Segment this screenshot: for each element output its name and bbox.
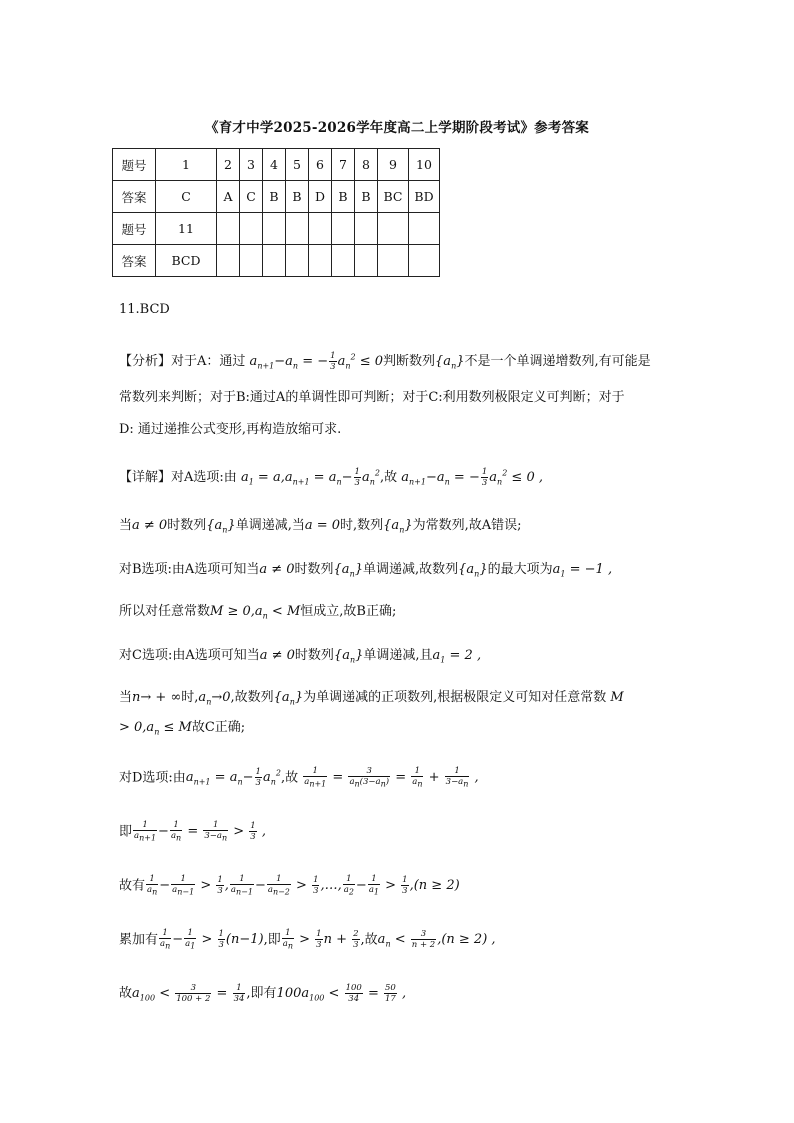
formula: $a_n\to 0$	[198, 690, 231, 707]
detail-line-8	[119, 766, 479, 790]
table-cell	[409, 245, 440, 277]
formula: $a_1 = 2$ ,	[432, 648, 482, 665]
text: 时,	[181, 690, 199, 705]
analysis-line-3: D: 通过递推公式变形,再构造放缩可求.	[119, 422, 342, 437]
text: 故C正确;	[191, 720, 246, 735]
table-cell: BCD	[156, 245, 217, 277]
table-cell: B	[332, 181, 355, 213]
detail-tag: 【详解】	[119, 470, 172, 485]
table-cell: B	[355, 181, 378, 213]
formula: $\frac{1}{a_n}$ − $\frac{1}{a_{n-1}}$ > $\frac{1}{3}$ , $\frac{1}{a_{n-1}}$ − $\frac{1}{a_{n-2}}$ > $\frac{1}{3}$ ,…, $\frac{1}{a_2}$ − $\frac{1}{a_1}$ > $\frac{1}{3}$ ,(n ≥ 2)	[147, 874, 460, 897]
text: 为常数列,故A错误;	[412, 518, 522, 533]
text: 单调递减,当	[235, 518, 305, 533]
table-cell: A	[217, 181, 240, 213]
formula: $\{a_n\}$	[435, 354, 465, 371]
formula: $a_{n+1}-a_n$ = − $\frac{1}{3}$ $a_n^2 \le 0$	[249, 351, 384, 372]
table-cell	[217, 213, 240, 245]
detail-line-1	[119, 466, 543, 488]
table-cell	[409, 213, 440, 245]
text: 即	[119, 824, 133, 840]
table-cell: D	[309, 181, 332, 213]
text: 单调递减,故数列	[363, 562, 459, 577]
text: 时数列	[294, 648, 334, 663]
text: 对B选项:由A选项可知当	[119, 562, 260, 577]
detail-line-6	[119, 686, 624, 707]
page-title: 《育才中学2025-2026学年度高二上学期阶段考试》参考答案	[205, 120, 589, 136]
formula: n→ + ∞	[132, 690, 182, 705]
table-cell	[332, 213, 355, 245]
formula: $a_{n+1}-a_n$ = − $\frac{1}{3}$ $a_n^2 \le 0$ ,	[401, 467, 543, 488]
formula: $a_n$ < $\frac{3}{n + 2}$ ,(n ≥ 2) ,	[377, 929, 496, 951]
formula: $a_{n+1} = a_n-$ $\frac{1}{3}$ $a_n^2$	[185, 767, 281, 789]
formula: $\frac{1}{a_n}$ − $\frac{1}{a_1}$ > $\frac{1}{3}$ (n−1)	[160, 928, 264, 951]
table-cell: C	[156, 181, 217, 213]
formula: a = 0	[304, 518, 341, 533]
table-cell	[378, 213, 409, 245]
table-cell: B	[286, 181, 309, 213]
formula: $\{a_n\}$	[333, 562, 363, 579]
table-row	[113, 149, 440, 181]
text: 时数列	[167, 518, 207, 533]
formula: $\{a_n\}$	[383, 518, 413, 535]
formula: $\frac{1}{a_{n+1}}$ = $\frac{3}{a_n(3-a_n)}$ = $\frac{1}{a_n}$ + $\frac{1}{3-a_n}$ ,	[304, 766, 479, 789]
table-cell	[263, 245, 286, 277]
table-row	[113, 213, 440, 245]
table-cell	[355, 245, 378, 277]
table-cell: C	[240, 181, 263, 213]
analysis-tag: 【分析】	[119, 354, 172, 369]
table-cell: 10	[409, 149, 440, 181]
table-cell: 6	[309, 149, 332, 181]
formula: M	[606, 690, 624, 705]
table-cell: B	[263, 181, 286, 213]
text: 为单调递减的正项数列,根据极限定义可知对任意常数	[303, 690, 607, 705]
formula: $100a_{100}$ < $\frac{100}{34}$ = $\frac{50}{17}$ ,	[276, 983, 407, 1004]
text: 对A选项:由	[171, 470, 237, 485]
detail-line-4	[119, 600, 396, 621]
text: 对D选项:由	[119, 770, 186, 786]
formula: $a_1 = -1$ ,	[552, 562, 613, 579]
table-cell: BD	[409, 181, 440, 213]
text: ,故数列	[230, 690, 274, 705]
table-cell	[240, 213, 263, 245]
table-cell: 11	[156, 213, 217, 245]
formula: a ≠ 0	[132, 518, 168, 533]
text: ,故	[280, 770, 299, 786]
text: 所以对任意常数	[119, 604, 211, 619]
text: 对C选项:由A选项可知当	[119, 648, 260, 663]
formula: $M \ge 0,a_n < M$	[210, 604, 301, 621]
table-cell	[332, 245, 355, 277]
table-cell: 8	[355, 149, 378, 181]
table-cell	[378, 245, 409, 277]
question-number: 11.BCD	[119, 302, 170, 317]
table-cell	[286, 213, 309, 245]
formula: a ≠ 0	[259, 562, 295, 577]
table-cell	[217, 245, 240, 277]
text: 故有	[119, 878, 146, 894]
table-cell: 3	[240, 149, 263, 181]
text: ,故	[379, 470, 398, 485]
text: 的最大项为	[487, 562, 553, 577]
detail-line-2	[119, 514, 522, 535]
detail-line-3	[119, 558, 612, 579]
table-cell	[286, 245, 309, 277]
text: 单调递减,且	[363, 648, 433, 663]
table-cell: 4	[263, 149, 286, 181]
detail-line-5	[119, 644, 481, 665]
text: ,故	[360, 932, 378, 948]
text: ,即	[263, 932, 281, 948]
table-cell	[240, 245, 263, 277]
table-cell: BC	[378, 181, 409, 213]
text: 对于A：通过	[171, 354, 246, 369]
table-cell: 1	[156, 149, 217, 181]
table-cell: 2	[217, 149, 240, 181]
table-cell	[309, 245, 332, 277]
table-cell: 答案	[113, 245, 156, 277]
table-cell: 7	[332, 149, 355, 181]
formula: $\frac{1}{a_{n+1}}$ − $\frac{1}{a_n}$ = $\frac{1}{3-a_n}$ > $\frac{1}{3}$ ,	[134, 820, 266, 843]
table-cell: 题号	[113, 149, 156, 181]
formula: $\{a_n\}$	[273, 690, 304, 707]
formula: $\{a_n\}$	[206, 518, 236, 535]
analysis-line-2: 常数列来判断；对于B:通过A的单调性即可判断；对于C:利用数列极限定义可判断；对于	[119, 390, 625, 405]
table-cell	[355, 213, 378, 245]
text: 故	[119, 986, 133, 1001]
text: 累加有	[119, 932, 159, 948]
formula: $\{a_n\}$	[333, 648, 364, 665]
text: 当	[119, 690, 133, 705]
table-cell: 9	[378, 149, 409, 181]
table-cell: 5	[286, 149, 309, 181]
text: ,即有	[246, 986, 277, 1001]
formula: $\frac{1}{a_n}$ > $\frac{1}{3}$ n + $\frac{2}{3}$	[282, 928, 359, 951]
table-cell: 答案	[113, 181, 156, 213]
detail-line-12	[119, 982, 406, 1004]
detail-line-11	[119, 928, 496, 952]
text: 当	[119, 518, 133, 533]
table-cell	[263, 213, 286, 245]
analysis-line-1	[119, 350, 651, 372]
detail-line-7	[119, 716, 245, 737]
text: 不是一个单调递增数列,有可能是	[464, 354, 651, 369]
table-row	[113, 245, 440, 277]
detail-line-9	[119, 820, 266, 844]
table-cell: 题号	[113, 213, 156, 245]
detail-line-10	[119, 874, 460, 898]
text: 恒成立,故B正确;	[300, 604, 397, 619]
formula: a ≠ 0	[259, 648, 295, 663]
text: 时,数列	[340, 518, 384, 533]
formula: $a_1 = a,a_{n+1} = a_n-$ $\frac{1}{3}$ $a_n^2$	[240, 467, 380, 488]
table-row	[113, 181, 440, 213]
formula: $\{a_n\}$	[458, 562, 488, 579]
formula: $a_{100}$ < $\frac{3}{100 + 2}$ = $\frac{1}{34}$	[132, 983, 245, 1004]
text: 时数列	[294, 562, 334, 577]
formula: > $0,a_n \le M$	[119, 720, 192, 737]
table-cell	[309, 213, 332, 245]
answer-table	[112, 148, 440, 277]
text: 判断数列	[383, 354, 436, 369]
